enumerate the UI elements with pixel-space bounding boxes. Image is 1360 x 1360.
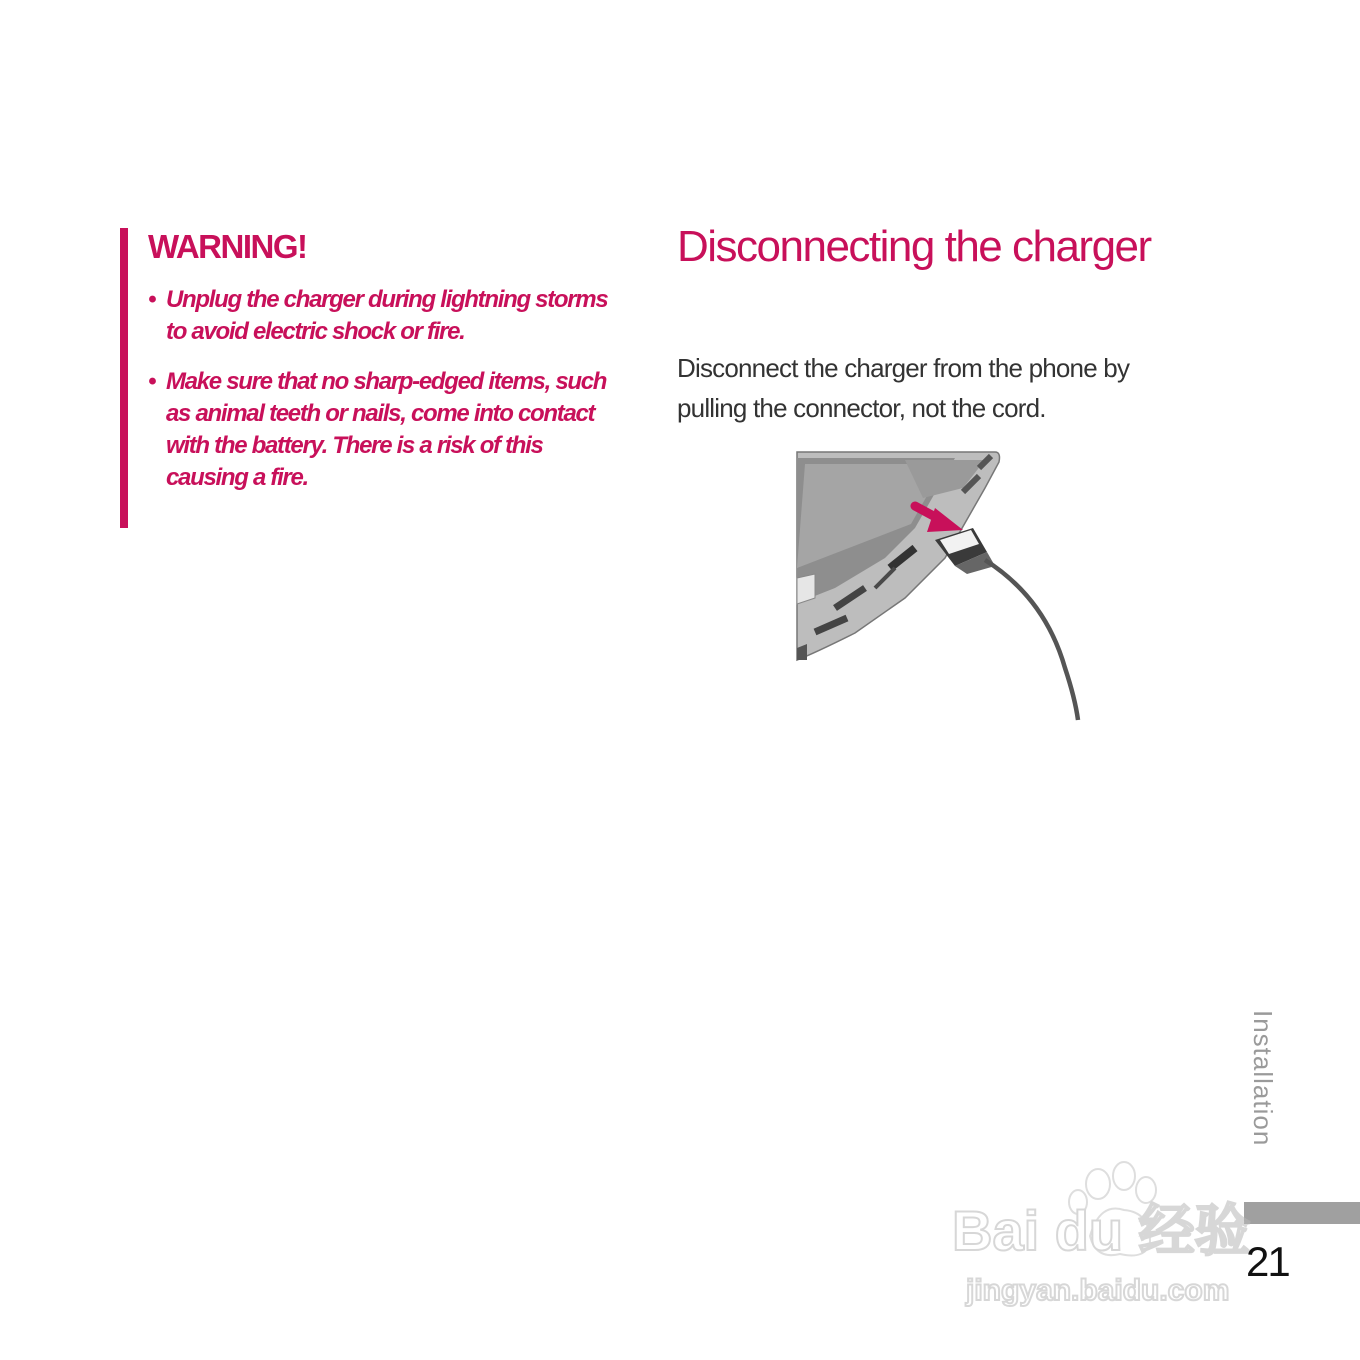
- phone-charger-disconnect-illustration: [795, 448, 1095, 728]
- watermark-brand: Bai du 经验: [952, 1199, 1251, 1262]
- charger-connector: [935, 528, 1078, 720]
- page-number: 21: [1246, 1238, 1289, 1285]
- section-title: Disconnecting the charger: [677, 222, 1151, 271]
- bullet-icon: •: [148, 368, 156, 395]
- warning-item-text: Make sure that no sharp-edged items, such as animal teeth or nails, come into contact with the battery. There is a risk of this causing a fire.: [166, 368, 607, 491]
- bullet-icon: •: [148, 286, 156, 313]
- warning-item-text: Unplug the charger during lightning storms to avoid electric shock or fire.: [166, 286, 608, 345]
- warning-box: [120, 228, 608, 528]
- warning-list: [148, 284, 608, 512]
- warning-item: [148, 366, 608, 494]
- baidu-watermark: [950, 1150, 1280, 1310]
- warning-item: [148, 284, 608, 348]
- watermark-url: jingyan.baidu.com: [966, 1274, 1230, 1307]
- section-side-label: Installation: [1248, 1010, 1278, 1147]
- warning-title: WARNING!: [148, 228, 307, 265]
- section-body: Disconnect the charger from the phone by pulling the connector, not the cord.: [677, 353, 1130, 423]
